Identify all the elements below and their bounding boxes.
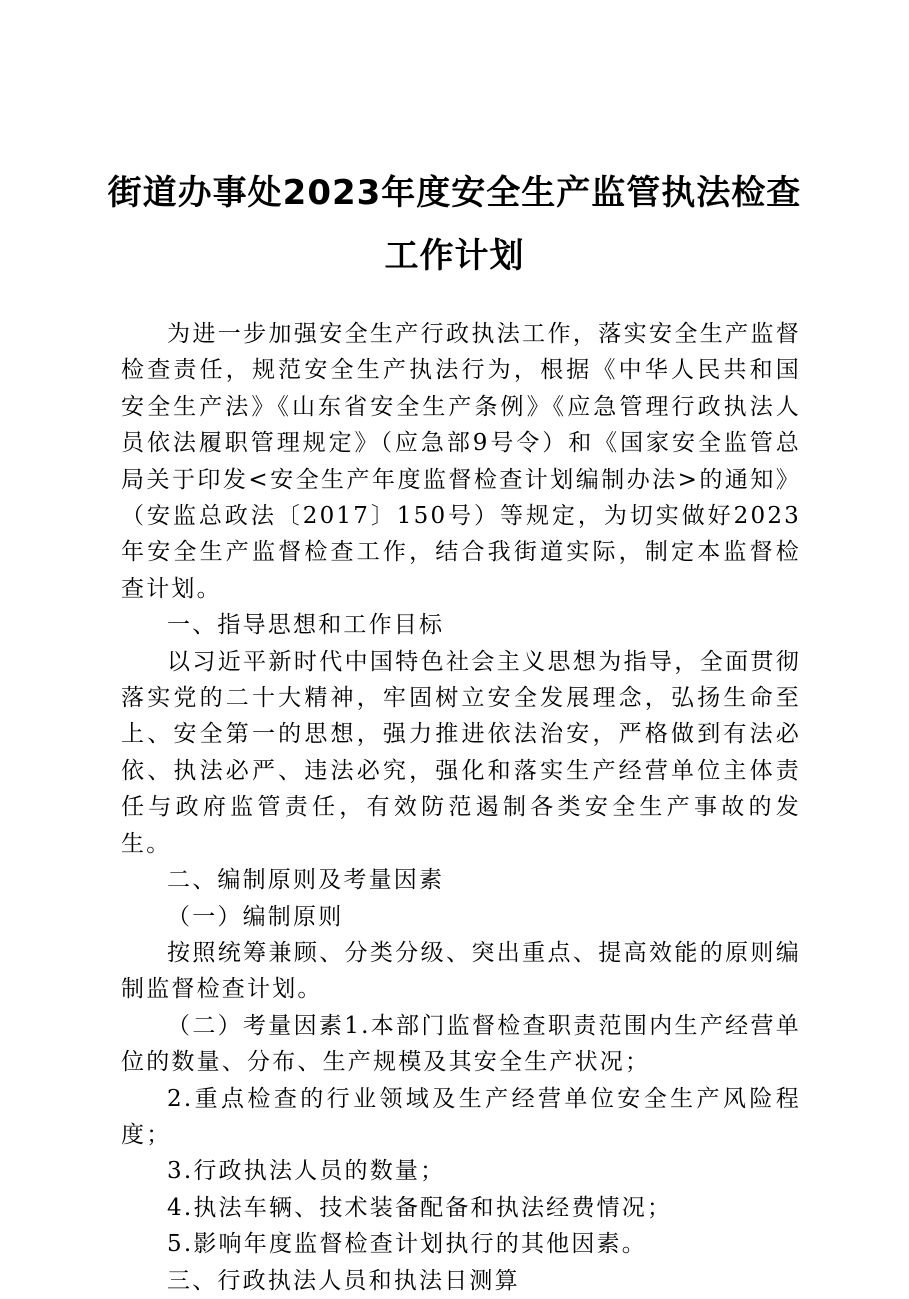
- document-title-line-1: 街道办事处2023年度安全生产监管执法检查: [107, 173, 802, 213]
- document-title-line-2: 工作计划: [384, 236, 525, 276]
- paragraph-factors-3: 3.行政执法人员的数量；: [167, 1158, 446, 1185]
- paragraph-factors-1: （二）考量因素1.本部门监督检查职责范围内生产经营单位的数量、分布、生产规模及其安全生产状况；: [121, 1012, 801, 1076]
- section-heading-2: 二、编制原则及考量因素: [167, 867, 445, 894]
- document-body: [121, 316, 801, 1299]
- section-heading-1: 一、指导思想和工作目标: [167, 612, 445, 639]
- paragraph-intro: 为进一步加强安全生产行政执法工作，落实安全生产监督检查责任，规范安全生产执法行为，根据《中华人民共和国安全生产法》《山东省安全生产条例》《应急管理行政执法人员依法履职管理规定》（应急部9号令）和《国家安全监管总局关于印发<安全生产年度监督检查计划编制办法>的通知》（安监总政法〔2017〕150号）等规定，为切实做好2023年安全生产监督检查工作，结合我街道实际，制定本监督检查计划。: [121, 321, 801, 602]
- paragraph-principles: 按照统筹兼顾、分类分级、突出重点、提高效能的原则编制监督检查计划。: [121, 939, 801, 1003]
- paragraph-factors-4: 4.执法车辆、技术装备配备和执法经费情况；: [167, 1194, 673, 1221]
- section-heading-3: 三、行政执法人员和执法日测算: [167, 1267, 520, 1294]
- paragraph-factors-2: 2.重点检查的行业领域及生产经营单位安全生产风险程度；: [121, 1085, 801, 1148]
- subsection-heading-principles: （一）编制原则: [167, 903, 344, 930]
- paragraph-guiding-ideology: 以习近平新时代中国特色社会主义思想为指导，全面贯彻落实党的二十大精神，牢固树立安全发展理念，弘扬生命至上、安全第一的思想，强力推进依法治安，严格做到有法必依、执法必严、违法必究，强化和落实生产经营单位主体责任与政府监管责任，有效防范遏制各类安全生产事故的发生。: [121, 648, 801, 857]
- paragraph-factors-5: 5.影响年度监督检查计划执行的其他因素。: [167, 1231, 647, 1258]
